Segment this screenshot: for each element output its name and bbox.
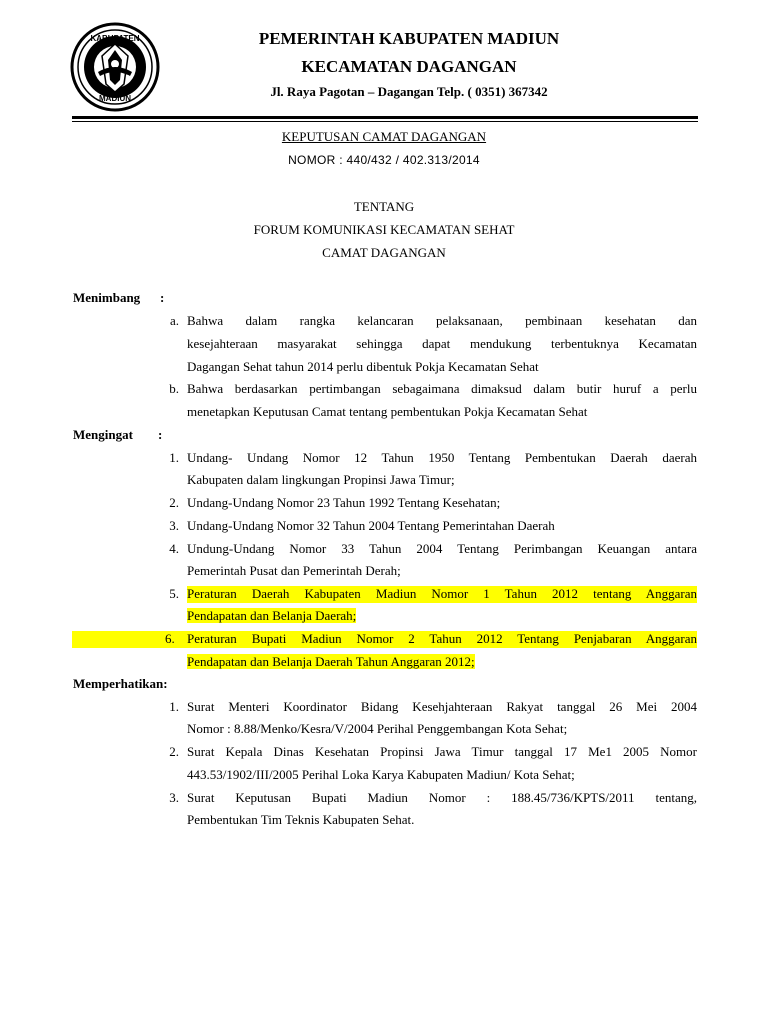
list-item-line: Pembentukan Tim Teknis Kabupaten Sehat. xyxy=(187,812,415,827)
letterhead-rule-thin xyxy=(72,121,698,122)
decree-number: NOMOR : 440/432 / 402.313/2014 xyxy=(288,153,480,167)
list-item-line: Bahwa dalam rangka kelancaran pelaksanaan, pembinaan kesehatan dan xyxy=(187,313,697,328)
logo-text-top: KABUPATEN xyxy=(90,34,140,43)
list-item-line: 443.53/1902/III/2005 Perihal Loka Karya Kabupaten Madiun/ Kota Sehat; xyxy=(187,767,575,782)
section-label-menimbang: Menimbang xyxy=(73,290,141,305)
list-item-line: Kabupaten dalam lingkungan Propinsi Jawa Timur; xyxy=(187,472,455,487)
list-item-line-highlighted: Pendapatan dan Belanja Daerah; xyxy=(187,608,357,623)
letterhead-district: KECAMATAN DAGANGAN xyxy=(301,57,517,76)
decree-title-text: KEPUTUSAN CAMAT DAGANGAN xyxy=(281,129,487,144)
decree-tentang: TENTANG xyxy=(353,199,415,214)
list-marker: 4. xyxy=(169,541,179,556)
section-colon-menimbang: : xyxy=(160,290,165,305)
letterhead-government: PEMERINTAH KABUPATEN MADIUN xyxy=(258,29,560,48)
decree-about-forum: FORUM KOMUNIKASI KECAMATAN SEHAT xyxy=(253,222,515,237)
list-marker: 3. xyxy=(169,790,179,805)
highlight-margin-band xyxy=(72,631,165,648)
list-item-line: Surat Menteri Koordinator Bidang Kesehjahteraan Rakyat tanggal 26 Mei 2004 xyxy=(187,699,697,714)
list-item-line: Bahwa berdasarkan pertimbangan sebagaimana dimaksud dalam butir huruf a perlu xyxy=(187,381,697,396)
list-item-line: kesejahteraan masyarakat sehingga dapat mendukung terbentuknya Kecamatan xyxy=(187,336,697,351)
logo-text-bottom: MADIUN xyxy=(99,94,131,103)
list-marker: 1. xyxy=(169,699,179,714)
list-marker: 3. xyxy=(169,518,179,533)
list-item-line: Dagangan Sehat tahun 2014 perlu dibentuk Pokja Kecamatan Sehat xyxy=(187,359,539,374)
list-item-line: Undang-Undang Nomor 23 Tahun 1992 Tentang Kesehatan; xyxy=(187,495,501,510)
letterhead-rule-thick xyxy=(72,116,698,119)
section-label-mengingat: Mengingat xyxy=(73,427,133,442)
decree-about-camat: CAMAT DAGANGAN xyxy=(322,245,446,260)
section-colon-mengingat: : xyxy=(158,427,163,442)
list-marker: 5. xyxy=(169,586,179,601)
list-item-line: Nomor : 8.88/Menko/Kesra/V/2004 Perihal Penggembangan Kota Sehat; xyxy=(187,721,568,736)
list-item-line: menetapkan Keputusan Camat tentang pembentukan Pokja Kecamatan Sehat xyxy=(187,404,588,419)
list-item-line: Pemerintah Pusat dan Pemerintah Derah; xyxy=(187,563,401,578)
list-item-line: Undang- Undang Nomor 12 Tahun 1950 Tentang Pembentukan Daerah daerah xyxy=(187,450,697,465)
list-marker: b. xyxy=(169,381,179,396)
list-marker: 2. xyxy=(169,744,179,759)
list-item-line-highlighted: Peraturan Bupati Madiun Nomor 2 Tahun 2012 Tentang Penjabaran Anggaran xyxy=(187,631,697,646)
list-marker: 2. xyxy=(169,495,179,510)
list-item-line: Undung-Undang Nomor 33 Tahun 2004 Tentang Perimbangan Keuangan antara xyxy=(187,541,697,556)
list-marker: 6. xyxy=(165,631,187,648)
list-item-line: Surat Keputusan Bupati Madiun Nomor : 188.45/736/KPTS/2011 tentang, xyxy=(187,790,697,805)
list-item-line: Undang-Undang Nomor 32 Tahun 2004 Tentang Pemerintahan Daerah xyxy=(187,518,555,533)
list-item-line: Surat Kepala Dinas Kesehatan Propinsi Jawa Timur tanggal 17 Me1 2005 Nomor xyxy=(187,744,697,759)
list-marker: a. xyxy=(169,313,179,328)
list-marker: 1. xyxy=(169,450,179,465)
section-label-memperhatikan: Memperhatikan: xyxy=(73,676,168,691)
list-item-line-highlighted: Peraturan Daerah Kabupaten Madiun Nomor 1 Tahun 2012 tentang Anggaran xyxy=(187,586,697,601)
list-item-line-highlighted: Pendapatan dan Belanja Daerah Tahun Anggaran 2012; xyxy=(187,654,475,669)
decree-title xyxy=(0,129,768,145)
letterhead-address: Jl. Raya Pagotan – Dagangan Telp. ( 0351) 367342 xyxy=(270,84,548,99)
